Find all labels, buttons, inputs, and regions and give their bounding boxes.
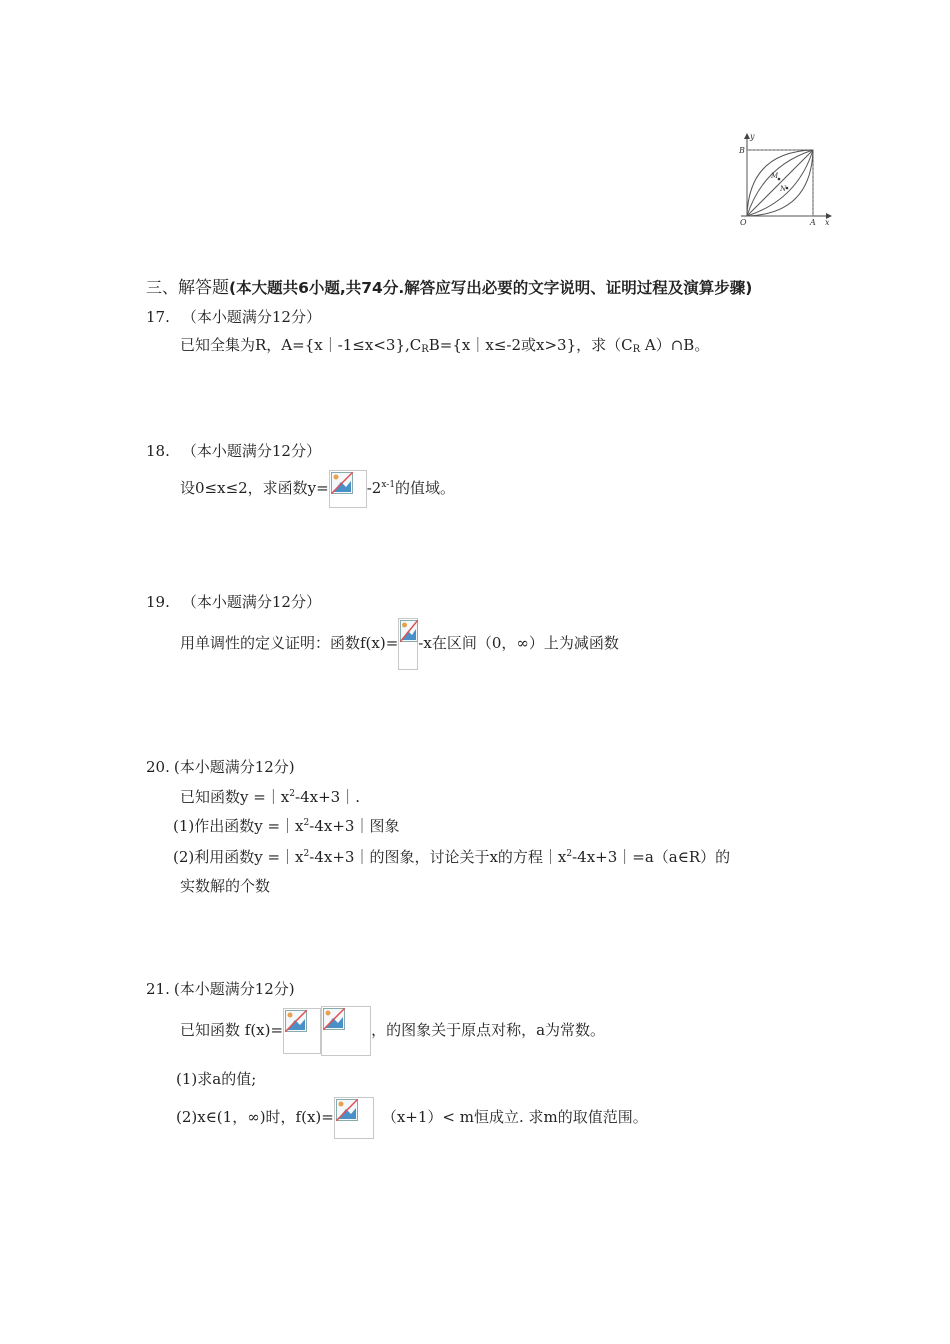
question-21-line-2: (1)求a的值; [176, 1070, 257, 1088]
question-number: 19. [146, 593, 170, 611]
question-21-line-1 [180, 1005, 605, 1056]
figure-label-m: M [771, 172, 779, 180]
figure-label-y: y [750, 132, 755, 141]
q17-text-a: 已知全集为R，A={x｜-1≤x<3},C [180, 336, 422, 354]
question-21-header [146, 978, 295, 999]
broken-image-icon [334, 1097, 374, 1139]
q21-line1-a: 已知函数 f(x)= [180, 1021, 284, 1039]
q17-text-b: B={x｜x≤-2或x>3}，求（C [428, 336, 633, 354]
q18-exponent: x-1 [381, 480, 396, 490]
section-title: 解答题 [178, 278, 230, 298]
question-17-body [180, 334, 709, 355]
broken-image-icon [283, 1008, 321, 1054]
question-number: 17. [146, 308, 170, 326]
question-20-line-3 [173, 846, 730, 867]
q20-line2-b: -4x+3｜图象 [309, 817, 400, 835]
q17-text-c: A）∩B。 [640, 336, 710, 354]
q20-line3-b: -4x+3｜的图象，讨论关于x的方程｜x [309, 848, 567, 866]
section-prefix: 三、 [146, 278, 179, 297]
q19-text-b: -x在区间（0，∞）上为减函数 [418, 634, 619, 652]
figure-label-a: A [810, 218, 816, 227]
section-heading [146, 273, 752, 298]
figure-label-x: x [825, 218, 830, 227]
section-note: (本大题共6小题,共74分.解答应写出必要的文字说明、证明过程及演算步骤) [229, 279, 753, 297]
question-score: （本小题满分12分） [181, 308, 321, 326]
question-20-line-1 [180, 786, 360, 807]
question-number: 18. [146, 442, 170, 460]
question-20-line-2 [173, 815, 399, 836]
question-18-header [146, 440, 321, 461]
q20-line2-sup: 2 [303, 818, 310, 828]
question-21-line-3 [176, 1096, 648, 1139]
q18-text-c: 的值域。 [395, 479, 456, 497]
question-17-header [146, 306, 321, 327]
question-20-line-4: 实数解的个数 [180, 877, 271, 895]
question-score: （本小题满分12分） [181, 442, 321, 460]
q20-line2-a: (1)作出函数y =｜x [173, 817, 304, 835]
figure-label-n: N [780, 185, 787, 193]
broken-image-icon [321, 1006, 371, 1056]
q21-line3-a: (2)x∈(1，∞)时，f(x)= [176, 1108, 334, 1126]
question-score: (本小题满分12分) [173, 758, 295, 776]
q18-text-a: 设0≤x≤2，求函数y= [180, 479, 329, 497]
broken-image-icon [329, 470, 367, 508]
q19-text-a: 用单调性的定义证明：函数f(x)= [180, 634, 399, 652]
q17-sub-r2: R [632, 344, 641, 355]
q20-line3-sup2: 2 [566, 849, 573, 859]
q17-sub-r1: R [421, 344, 429, 355]
question-score: （本小题满分12分） [181, 593, 321, 611]
q21-line1-b: ，的图象关于原点对称，a为常数。 [371, 1021, 606, 1039]
q20-line3-sup: 2 [303, 849, 310, 859]
question-18-body [180, 466, 455, 508]
q21-line3-b: （x+1）< m恒成立. 求m的取值范围。 [381, 1108, 648, 1126]
figure-label-b: B [739, 146, 745, 155]
broken-image-icon [398, 618, 418, 670]
q20-line3-a: (2)利用函数y =｜x [173, 848, 304, 866]
question-score: (本小题满分12分) [173, 980, 295, 998]
figure-label-o: O [740, 218, 747, 227]
q20-line1-a: 已知函数y =｜x [180, 788, 290, 806]
q20-line1-sup: 2 [289, 789, 296, 799]
question-20-header [146, 756, 295, 777]
question-19-header [146, 591, 321, 612]
q18-text-b: -2 [366, 479, 382, 497]
q20-line1-b: -4x+3｜. [295, 788, 360, 806]
question-number: 21. [146, 980, 170, 998]
curves-figure [735, 128, 835, 228]
diagonal-line [747, 150, 813, 216]
question-number: 20. [146, 758, 170, 776]
q20-line3-c: -4x+3｜=a（a∈R）的 [572, 848, 731, 866]
question-19-body [180, 617, 619, 670]
